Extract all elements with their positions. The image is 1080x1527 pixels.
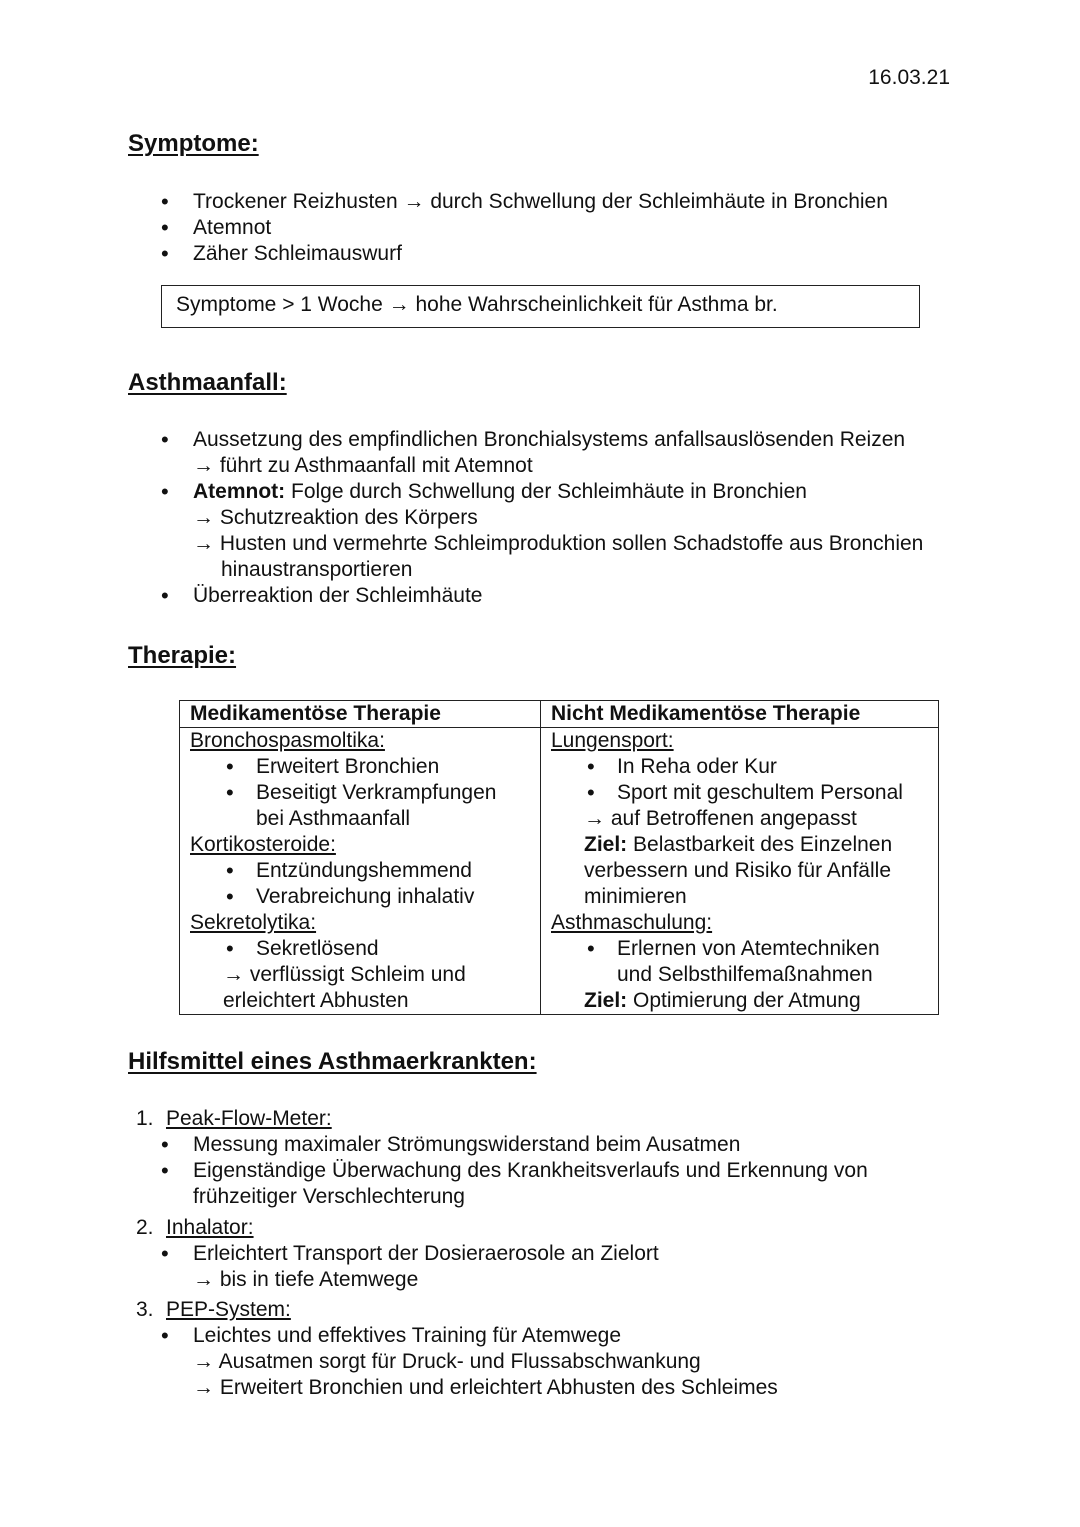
cell-medikamentoes: Bronchospasmoltika: • Erweitert Bronchien • Beseitigt Verkrampfungen bei Asthmaanfall Kortikosteroide: • Entzündungshemmend • Verabreichung inhalativ Sekretolytika: • Sekretlösend → verflüssigt Schleim und erleichtert Abhusten	[180, 728, 541, 1015]
heading-hilfsmittel: Hilfsmittel eines Asthmaerkrankten:	[128, 1048, 537, 1075]
group-title: Bronchospasmoltika:	[190, 729, 385, 752]
heading-asthmaanfall: Asthmaanfall:	[128, 369, 287, 396]
list-item: • Sport mit geschultem Personal	[551, 780, 928, 806]
list-item: • Atemnot	[128, 215, 1008, 241]
symptome-list	[128, 189, 1008, 267]
hilfsmittel-list	[128, 1106, 1008, 1401]
list-item: • Sekretlösend	[190, 936, 530, 962]
therapie-table	[179, 700, 939, 1015]
list-item: • Erweitert Bronchien	[190, 754, 530, 780]
heading-therapie: Therapie:	[128, 642, 237, 669]
list-item: • Eigenständige Überwachung des Krankheitsverlaufs und Erkennung von frühzeitiger Verschlechterung	[128, 1158, 1008, 1210]
group-title: Kortikosteroide:	[190, 833, 336, 856]
group-title: Sekretolytika:	[190, 911, 317, 934]
symptome-note-text: Symptome > 1 Woche → hohe Wahrscheinlichkeit für Asthma br.	[176, 293, 778, 316]
list-item: • Erleichtert Transport der Dosieraerosole an Zielort → bis in tiefe Atemwege	[128, 1241, 1008, 1293]
list-item: • Atemnot: Folge durch Schwellung der Schleimhäute in Bronchien → Schutzreaktion des Körpers → Husten und vermehrte Schleimproduktion sollen Schadstoffe aus Bronchien hinaustransportieren	[128, 479, 1028, 583]
list-item: 1. Peak-Flow-Meter:	[136, 1107, 332, 1130]
list-item: 2. Inhalator:	[136, 1216, 254, 1239]
list-item: 3. PEP-System:	[136, 1298, 291, 1321]
group-title: Lungensport:	[551, 729, 674, 752]
list-item: • Aussetzung des empfindlichen Bronchialsystems anfallsauslösenden Reizen → führt zu Asthmaanfall mit Atemnot	[128, 427, 1028, 479]
column-header-nicht-medikamentoes: Nicht Medikamentöse Therapie	[541, 701, 939, 728]
column-header-medikamentoes: Medikamentöse Therapie	[180, 701, 541, 728]
symptome-note-box	[161, 285, 920, 328]
list-item: • In Reha oder Kur	[551, 754, 928, 780]
heading-symptome: Symptome:	[128, 130, 259, 157]
cell-nicht-medikamentoes: Lungensport: • In Reha oder Kur • Sport mit geschultem Personal → auf Betroffenen angepasst Ziel: Belastbarkeit des Einzelnen verbessern und Risiko für Anfälle minimieren Asthmaschulung: • Erlernen von Atemtechniken und Selbsthilfemaßnahmen Ziel: Optimierung der Atmung	[541, 728, 939, 1015]
list-item: • Entzündungshemmend	[190, 858, 530, 884]
group-title: Asthmaschulung:	[551, 911, 713, 934]
list-item: • Verabreichung inhalativ	[190, 884, 530, 910]
list-item: • Leichtes und effektives Training für Atemwege → Ausatmen sorgt für Druck- und Flussabschwankung → Erweitert Bronchien und erleichtert Abhusten des Schleimes	[128, 1323, 1008, 1401]
list-item: • Überreaktion der Schleimhäute	[128, 583, 1028, 609]
list-item: • Erlernen von Atemtechniken und Selbsthilfemaßnahmen	[551, 936, 928, 988]
list-item: • Trockener Reizhusten → durch Schwellung der Schleimhäute in Bronchien	[128, 189, 1008, 215]
asthmaanfall-list	[128, 427, 1028, 609]
list-item: • Beseitigt Verkrampfungen bei Asthmaanfall	[190, 780, 530, 832]
list-item: • Zäher Schleimauswurf	[128, 241, 1008, 267]
list-item: • Messung maximaler Strömungswiderstand beim Ausatmen	[128, 1132, 1008, 1158]
document-date: 16.03.21	[868, 66, 950, 89]
